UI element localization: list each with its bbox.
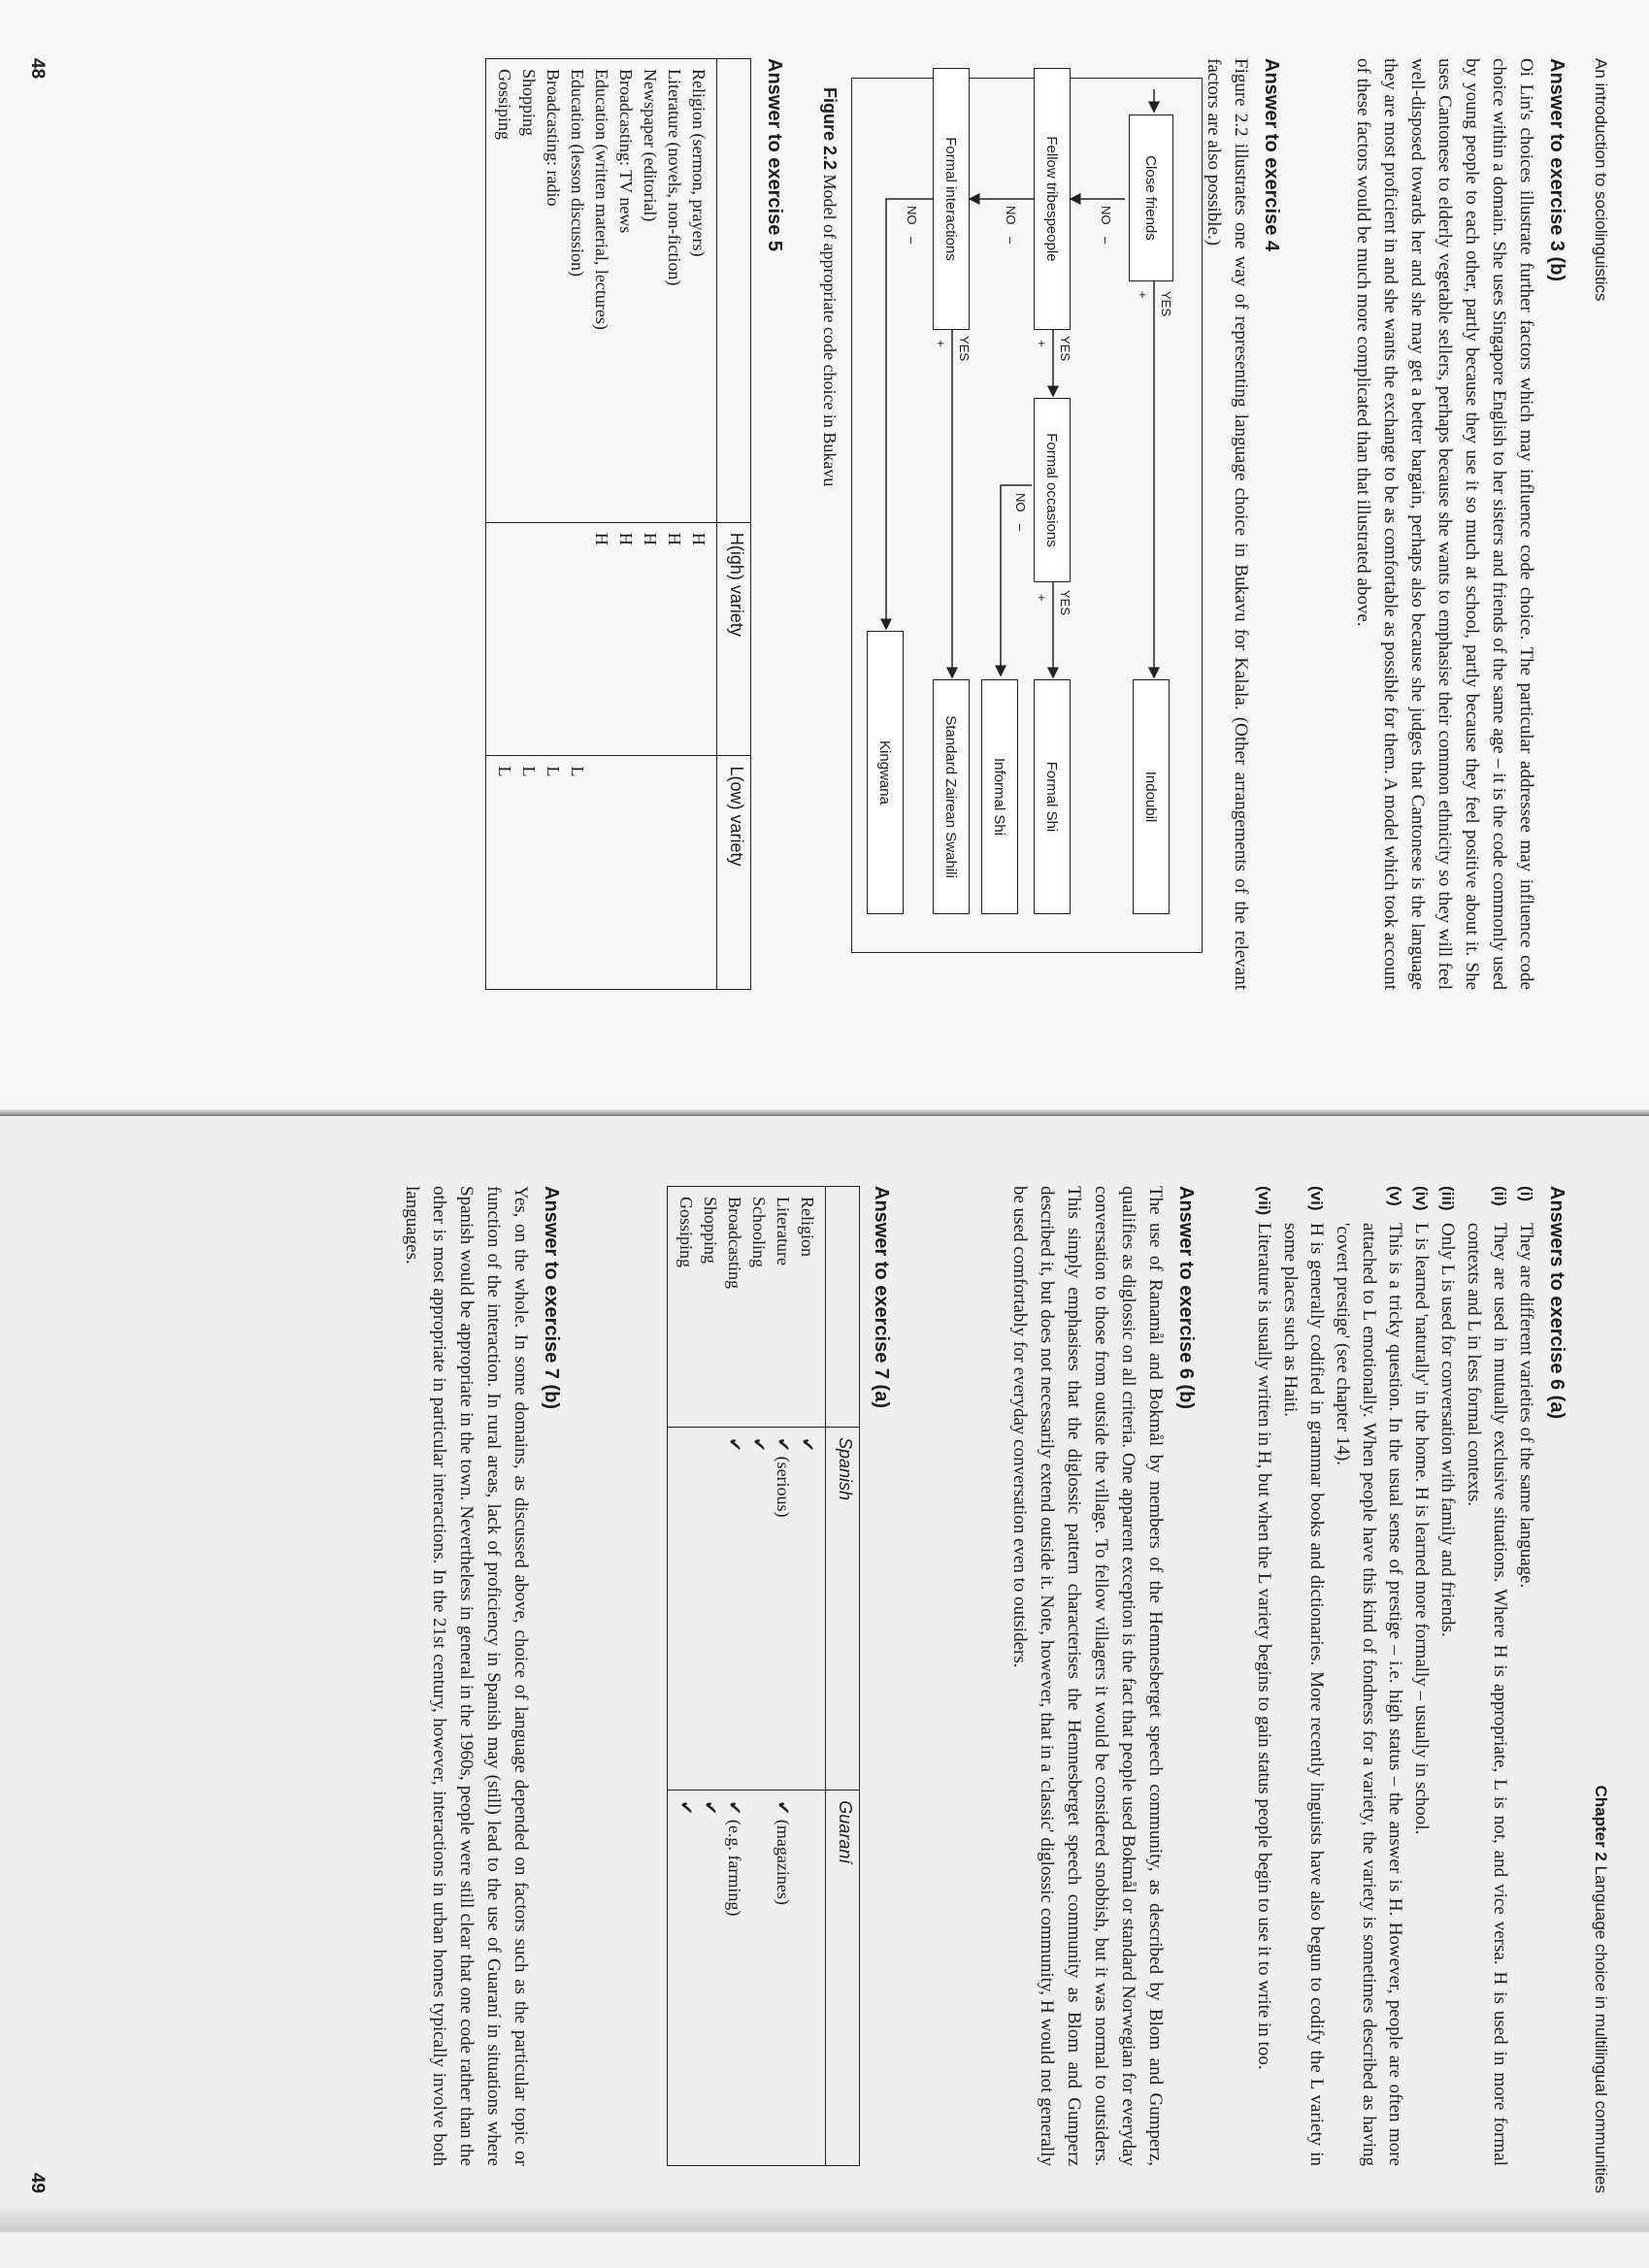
item-text: Literature is usually written in H, but when the L variety begins to gain status people begin to use it to write in too.: [1254, 1223, 1274, 2070]
spanish-cell: [698, 1437, 722, 1780]
figure-caption-text: Model of appropriate code choice in Bukavu: [820, 174, 840, 487]
exercise-4-heading: Answer to exercise 4: [1261, 58, 1282, 251]
label-plus-formal-interactions: +: [934, 340, 948, 347]
figure-caption-label: Figure 2.2: [820, 87, 840, 171]
high-cell: [492, 533, 516, 746]
high-cell: H: [641, 532, 660, 545]
node-kingwana: Kingwana: [867, 631, 904, 914]
high-cell: H: [616, 532, 636, 545]
exercise-6b-heading: Answer to exercise 6 (b): [1175, 1186, 1197, 1410]
node-formal-occasions: Formal occasions: [1034, 398, 1071, 582]
label-no-tribespeople: NO: [1004, 206, 1018, 225]
exercise-7b: [398, 1186, 562, 2166]
item-text: Only L is used for conversation with family and friends.: [1437, 1223, 1458, 1637]
high-cell: [565, 533, 589, 746]
high-cell: [516, 533, 541, 746]
label-yes-close-friends: YES: [1159, 291, 1173, 317]
table-header-row: [717, 59, 751, 990]
label-yes-tribespeople: YES: [1058, 336, 1072, 362]
domain-cell: Education (lesson discussion): [568, 69, 587, 277]
guarani-column: [668, 1791, 826, 2166]
low-cell: [686, 766, 710, 979]
label-minus-formal-interactions: –: [905, 237, 919, 245]
right-running-head: [1591, 1785, 1610, 2193]
domain-cell: Shopping: [519, 69, 539, 137]
exercise-7b-heading: Answer to exercise 7 (b): [541, 1186, 562, 1410]
exercise-3b-text: Oi Lin's choices illustrate further factors which may influence code choice. The particular addressee may influence code choice within a domain. She uses Singapore English to her sisters and friends of the same age – it is the code commonly used by young people to each other, partly because they use it so much at school, partly because they feel positive about it. She uses Cantonese to elderly vegetable sellers, perhaps because she wants to emphasise their common ethnicity so they will feel well-disposed towards her and she may get a better bargain, perhaps also because she judges that Cantonese is the language they are most proficient in and she wants the exchange to be as comfortable as possible for them. A model which took account of these factors would be much more complicated than that illustrated above.: [1353, 58, 1536, 990]
label-minus-tribespeople: –: [1004, 237, 1018, 245]
high-cell: H: [689, 532, 709, 545]
low-variety-column: [486, 756, 717, 990]
domain-cell: Broadcasting: TV news: [616, 69, 636, 234]
spanish-cell: ✔: [725, 1436, 744, 1453]
node-formal-shi: Formal Shi: [1034, 679, 1071, 914]
label-plus-formal-occasions: +: [1035, 594, 1049, 602]
table-header-row: [826, 1187, 860, 2166]
exercise-6b: [1006, 1186, 1197, 2166]
node-fellow-tribespeople: Fellow tribespeople: [1034, 68, 1071, 330]
domain-cell: Education (written material, lectures): [592, 69, 611, 330]
figure-caption: [819, 87, 840, 486]
item-number: (v): [1386, 1186, 1404, 1206]
low-cell: L: [519, 766, 539, 777]
guarani-cell: ✔ (magazines): [774, 1800, 793, 1905]
item-number: (vii): [1255, 1186, 1273, 1216]
list-item: [1513, 1186, 1539, 2166]
node-formal-interactions: Formal interactions: [933, 68, 970, 330]
page-edge-shadow: [0, 2203, 1649, 2232]
domain-cell: Broadcasting: [725, 1197, 744, 1289]
spanish-column: [668, 1427, 826, 1790]
exercise-6a-heading: Answers to exercise 6 (a): [1546, 1186, 1567, 1420]
list-item: [1461, 1186, 1513, 2166]
domain-cell: Schooling: [749, 1197, 769, 1268]
label-plus-close-friends: +: [1136, 291, 1150, 299]
item-number: (iv): [1412, 1186, 1431, 1211]
domain-cell: Broadcasting: radio: [544, 69, 563, 207]
low-cell: [638, 766, 662, 979]
item-number: (ii): [1491, 1186, 1509, 1206]
exercise-3b-heading: Answer to exercise 3 (b): [1546, 58, 1567, 282]
item-number: (vi): [1307, 1186, 1326, 1211]
header-spanish: Spanish: [826, 1427, 860, 1790]
exercise-5: [485, 58, 785, 990]
list-item: [1277, 1186, 1330, 2166]
table-body-row: [668, 1187, 826, 2166]
node-informal-shi: Informal Shi: [981, 679, 1018, 914]
domain-cell: Shopping: [701, 1197, 720, 1265]
low-cell: L: [568, 766, 587, 777]
exercise-5-heading: Answer to exercise 5: [764, 58, 785, 251]
exercise-7a-heading: Answer to exercise 7 (a): [871, 1186, 892, 1408]
label-no-formal-occasions: NO: [1013, 493, 1028, 512]
table-body-row: [486, 59, 717, 990]
domain-column: [486, 59, 717, 523]
list-item: [1251, 1186, 1277, 2166]
guarani-cell: ✔ (e.g. farming): [725, 1800, 744, 1917]
item-text: They are different varieties of the same language.: [1516, 1223, 1536, 1589]
low-cell: L: [544, 766, 563, 777]
guarani-cell: ✔: [676, 1800, 696, 1816]
item-text: They are used in mutually exclusive situations. Where H is appropriate, L is not, and vice versa. H is used in more formal contexts and L in less formal contexts.: [1464, 1223, 1510, 2166]
exercise-5-table: [485, 58, 751, 990]
domain-cell: Literature (novels, non-fiction): [665, 69, 684, 286]
exercise-6a: [1251, 1186, 1567, 2166]
flowchart-connectors: [775, 0, 1649, 1116]
left-page-number: 48: [27, 58, 48, 80]
guarani-cell: [746, 1800, 771, 2155]
list-item: [1330, 1186, 1408, 2166]
item-text: L is learned 'naturally' in the home. H is learned more formally – usually in school.: [1411, 1223, 1432, 1835]
header-guarani: Guaraní: [826, 1791, 860, 2166]
label-yes-formal-interactions: YES: [957, 336, 972, 362]
low-cell: [589, 766, 613, 979]
node-standard-swahili: Standard Zairean Swahili: [933, 679, 970, 914]
exercise-7b-text: Yes, on the whole. In some domains, as discussed above, choice of language depended on factors such as the particular topic or function of the interaction. In rural areas, lack of proficiency in Spanish may (still) lead to the use of Guaraní in situations where Spanish would be appropriate in the town. Nevertheless in general in the 1960s, people were still clear that one code rather than the other is most appropriate in particular interactions. In the 21st century, however, interactions in urban homes typically involve both languages.: [402, 1186, 531, 2166]
item-number: (iii): [1438, 1186, 1457, 1211]
list-item: [1435, 1186, 1461, 2166]
exercise-6b-text: The use of Ranamål and Bokmål by members of the Hemnesberget speech community, as described by Blom and Gumperz, qualifies as diglossic on all criteria. One apparent exception is the fact that people used Bokmål or standard Norwegian for everyday conversation to those from outside the village. To fellow villagers it would be considered snobbish, but it was normal to outsiders. This simply emphasises that the diglossic pattern characterises the Hemnesberget speech community as Blom and Gumperz described it, but does not necessarily extend outside it. Note, however, that in a 'classic' diglossic community, H would not generally be used comfortably for everyday conversation even to outsiders.: [1009, 1186, 1166, 2166]
item-text: This is a tricky question. In the usual sense of prestige – i.e. high status – the answer is H. However, people are often more attached to L emotionally. When people have this kind of fondness for a variety, the variety is sometimes described as having 'covert prestige' (see chapter 14).: [1333, 1223, 1405, 2166]
domain-cell: Gossiping: [676, 1197, 696, 1268]
exercise-6a-list: [1251, 1186, 1539, 2166]
label-minus-close-friends: –: [1099, 237, 1113, 245]
label-no-formal-interactions: NO: [905, 206, 919, 225]
chapter-label: Chapter 2: [1592, 1785, 1610, 1861]
label-no-close-friends: NO: [1099, 206, 1113, 225]
low-cell: [613, 766, 638, 979]
high-cell: [541, 533, 565, 746]
item-number: (i): [1517, 1186, 1535, 1202]
header-high-variety: H(igh) variety: [717, 522, 751, 756]
label-minus-formal-occasions: –: [1013, 524, 1028, 532]
node-indoubil: Indoubil: [1133, 679, 1170, 914]
list-item: [1408, 1186, 1435, 2166]
header-domain: [717, 59, 751, 523]
label-yes-formal-occasions: YES: [1058, 590, 1072, 616]
domain-cell: Religion (sermon, prayers): [689, 69, 709, 257]
chapter-title: Language choice in multilingual communities: [1592, 1865, 1610, 2193]
domain-cell: Gossiping: [495, 69, 514, 141]
low-cell: [662, 766, 686, 979]
left-running-head: An introduction to sociolinguistics: [1592, 58, 1610, 302]
exercise-4-text: Figure 2.2 illustrates one way of representing language choice in Bukavu for Kalala. (Other arrangements of the relevant factors are also possible.): [1204, 58, 1251, 990]
high-cell: H: [665, 532, 684, 545]
right-page-number: 49: [27, 2172, 48, 2193]
spanish-cell: ✔: [798, 1436, 817, 1453]
guarani-cell: ✔: [701, 1800, 720, 1816]
domain-cell: Newspaper (editorial): [641, 69, 660, 222]
label-plus-tribespeople: +: [1035, 340, 1049, 347]
right-page: [0, 1116, 1649, 2232]
high-variety-column: [486, 522, 717, 756]
spanish-cell: [674, 1437, 698, 1780]
domain-cell: Religion: [798, 1197, 817, 1257]
left-page: [0, 0, 1649, 1116]
header-domain: [826, 1187, 860, 1428]
exercise-7a: [667, 1186, 892, 2166]
node-close-friends: Close friends: [1129, 115, 1173, 281]
domain-column: [668, 1187, 826, 1428]
guarani-cell: [795, 1800, 819, 2155]
spanish-cell: ✔: [749, 1436, 769, 1453]
arrow-to-informal-shi: [1001, 485, 1032, 675]
high-cell: H: [592, 532, 611, 545]
low-cell: L: [495, 766, 514, 777]
domain-cell: Literature: [774, 1197, 793, 1265]
item-text: H is generally codified in grammar books and dictionaries. More recently linguists have also begun to codify the L variety in some places such as Haiti.: [1280, 1223, 1327, 2166]
spanish-cell: ✔ (serious): [774, 1436, 793, 1518]
arrow-to-kingwana: [886, 199, 935, 629]
header-low-variety: L(ow) variety: [717, 756, 751, 990]
exercise-7a-table: [667, 1186, 860, 2166]
